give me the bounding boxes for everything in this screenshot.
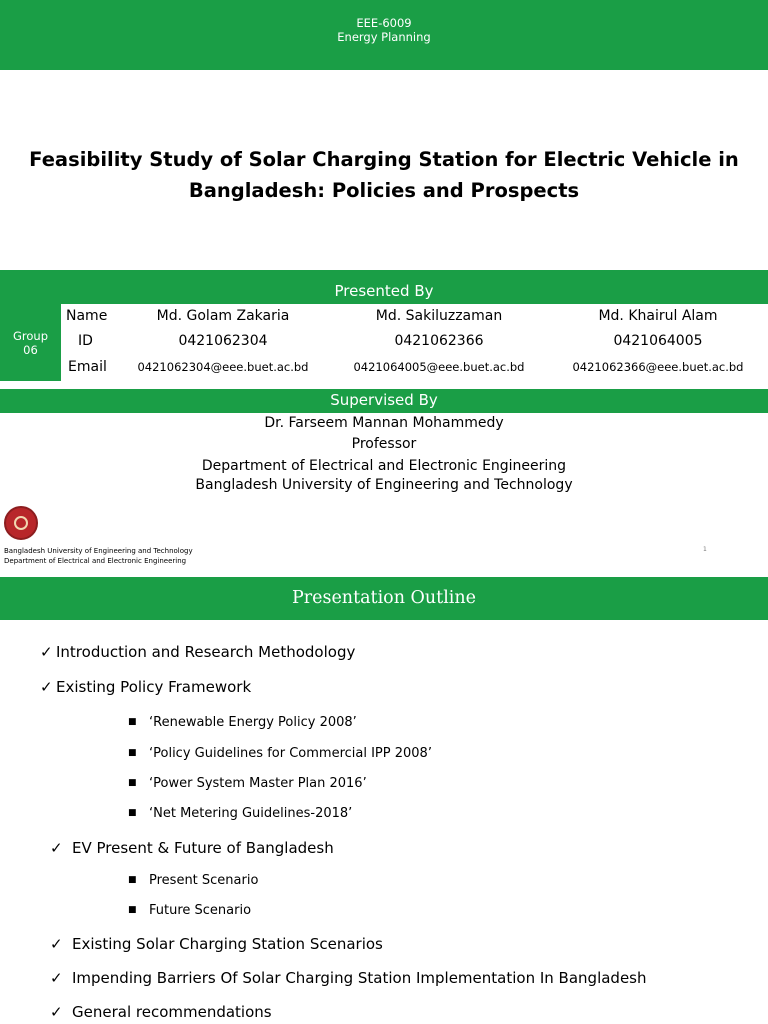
title-line-1: Feasibility Study of Solar Charging Station for Electric Vehicle in <box>29 148 739 171</box>
footer-department: Department of Electrical and Electronic Engineering <box>4 557 187 565</box>
member-3-id: 0421064005 <box>613 333 703 349</box>
supervisor-university: Bangladesh University of Engineering and Technology <box>195 477 573 493</box>
outline-subitem <box>128 871 258 890</box>
outline-subitem <box>128 804 352 823</box>
supervisor-name: Dr. Farseem Mannan Mohammedy <box>264 415 504 431</box>
page-number: 1 <box>703 546 707 553</box>
check-icon: ✓ <box>50 839 63 857</box>
square-bullet-icon: ■ <box>128 748 137 758</box>
id-row-label: ID <box>78 333 93 349</box>
check-icon: ✓ <box>50 1003 63 1021</box>
member-2-name: Md. Sakiluzzaman <box>375 308 503 324</box>
member-1-name: Md. Golam Zakaria <box>156 308 290 324</box>
member-3-email: 0421062366@eee.buet.ac.bd <box>572 360 744 374</box>
outline-item-text: General recommendations <box>72 1003 272 1021</box>
buet-logo <box>4 506 38 540</box>
group-badge <box>0 304 61 381</box>
outline-item <box>50 1002 272 1022</box>
outline-subitem-text: Present Scenario <box>149 873 259 888</box>
member-2-id: 0421062366 <box>394 333 484 349</box>
presented-by-heading: Presented By <box>0 270 768 304</box>
outline-item <box>40 642 355 662</box>
outline-item-text: Introduction and Research Methodology <box>56 643 356 661</box>
member-3-name: Md. Khairul Alam <box>598 308 718 324</box>
footer-university: Bangladesh University of Engineering and Technology <box>4 547 193 555</box>
outline-subitem <box>128 901 251 920</box>
outline-subitem <box>128 713 357 732</box>
square-bullet-icon: ■ <box>128 808 137 818</box>
outline-item <box>40 677 251 697</box>
square-bullet-icon: ■ <box>128 717 137 727</box>
member-1-email: 0421062304@eee.buet.ac.bd <box>137 360 309 374</box>
check-icon: ✓ <box>40 678 53 696</box>
member-2-email: 0421064005@eee.buet.ac.bd <box>353 360 525 374</box>
group-label: Group <box>12 329 48 343</box>
title-line-2: Bangladesh: Policies and Prospects <box>188 179 580 202</box>
outline-subitem-text: ‘Renewable Energy Policy 2008’ <box>149 715 357 730</box>
square-bullet-icon: ■ <box>128 905 137 915</box>
group-number: 06 <box>23 343 38 357</box>
member-1-id: 0421062304 <box>178 333 268 349</box>
outline-subitem-text: ‘Power System Master Plan 2016’ <box>149 776 367 791</box>
check-icon: ✓ <box>50 935 63 953</box>
outline-subitem <box>128 744 432 763</box>
supervisor-designation: Professor <box>351 436 417 452</box>
outline-subitem-text: ‘Net Metering Guidelines-2018’ <box>149 806 353 821</box>
outline-subitem <box>128 774 367 793</box>
presentation-title <box>20 144 748 206</box>
square-bullet-icon: ■ <box>128 778 137 788</box>
supervisor-department: Department of Electrical and Electronic Engineering <box>201 458 567 474</box>
outline-item <box>50 838 334 858</box>
outline-item-text: Existing Policy Framework <box>56 678 252 696</box>
outline-item-text: EV Present & Future of Bangladesh <box>72 839 334 857</box>
check-icon: ✓ <box>40 643 53 661</box>
outline-item <box>50 934 383 954</box>
course-name: Energy Planning <box>337 30 431 44</box>
course-banner <box>0 0 768 70</box>
supervised-by-heading: Supervised By <box>0 389 768 413</box>
email-row-label: Email <box>68 359 107 375</box>
outline-item-text: Impending Barriers Of Solar Charging Station Implementation In Bangladesh <box>72 969 647 987</box>
name-row-label: Name <box>66 308 108 324</box>
outline-heading: Presentation Outline <box>0 577 768 620</box>
check-icon: ✓ <box>50 969 63 987</box>
outline-item <box>50 968 647 988</box>
square-bullet-icon: ■ <box>128 875 137 885</box>
outline-subitem-text: ‘Policy Guidelines for Commercial IPP 2008’ <box>149 746 432 761</box>
outline-subitem-text: Future Scenario <box>149 903 252 918</box>
outline-item-text: Existing Solar Charging Station Scenarios <box>72 935 383 953</box>
course-code: EEE-6009 <box>356 16 412 30</box>
